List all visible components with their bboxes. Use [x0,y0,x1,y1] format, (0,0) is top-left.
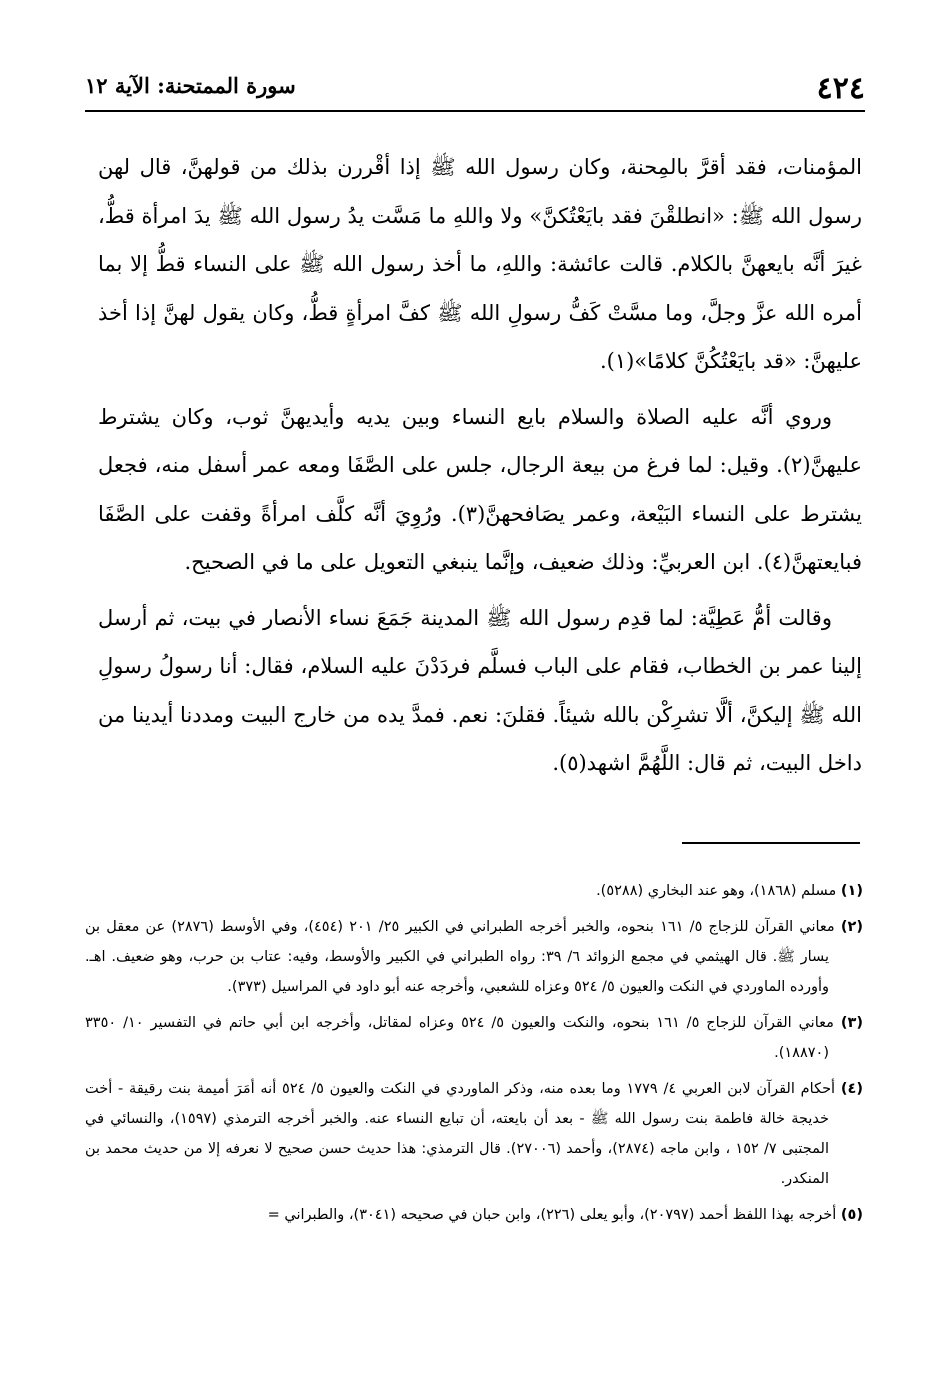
paragraph: المؤمنات، فقد أقرَّ بالمِحنة، وكان رسول الله ﷺ إذا أقْررن بذلك من قولهنَّ، قال لهن رسول الله ﷺ: «انطلقْنَ فقد بايَعْتُكنَّ» ولا واللهِ ما مَسَّت يدُ رسول الله ﷺ يدَ امرأة قطُّ، غيرَ أنَّه بايعهنَّ بالكلام. قالت عائشة: واللهِ، ما أخذ رسول الله ﷺ على النساء قطُّ إلا بما أمره الله عزَّ وجلَّ، وما مسَّتْ كَفُّ رسولِ الله ﷺ كفَّ امرأةٍ قطُّ، وكان يقول لهنَّ إذا أخذ عليهنَّ: «قد بايَعْتُكُنَّ كلامًا»(١). [98,155,862,373]
main-text [98,143,862,795]
footnote [85,912,863,1002]
footnote-text: معاني القرآن للزجاج ٥/ ١٦١ بنحوه، والخبر أخرجه الطبراني في الكبير ٢٥/ ٢٠١ (٤٥٤)، وفي الأوسط (٢٨٧٦) عن معقل بن يسار ﷺ. قال الهيثمي في مجمع الزوائد ٦/ ٣٩: رواه الطبراني في الكبير والأوسط، وفيه: عتاب بن حرب، وهو ضعيف. اهـ. وأورده الماوردي في النكت والعيون ٥/ ٥٢٤ وعزاه للشعبي، وأخرجه عنه أبو داود في المراسيل (٣٧٣). [85,919,835,995]
page-header [85,66,865,106]
footnote-number: (٥) [840,1207,863,1223]
paragraph: وروي أنَّه عليه الصلاة والسلام بايع النساء وبين يديه وأيديهنَّ ثوب، وكان يشترط عليهنَّ(٢). وقيل: لما فرغ من بيعة الرجال، جلس على الصَّفَا ومعه عمر أسفل منه، فجعل يشترط على النساء البَيْعة، وعمر يصَافحهنَّ(٣). ورُوِيَ أنَّه كلَّف امرأةً وقفت على الصَّفَا فبايعتهنَّ(٤). ابن العربيِّ: وذلك ضعيف، وإنَّما ينبغي التعويل على ما في الصحيح. [98,404,862,574]
page-number: ٤٢٤ [816,71,865,106]
footnote-text: معاني القرآن للزجاج ٥/ ١٦١ بنحوه، والنكت والعيون ٥/ ٥٢٤ وعزاه لمقاتل، وأخرجه ابن أبي حاتم في التفسير ١٠/ ٣٣٥٠ (١٨٨٧٠). [85,1015,834,1061]
header-divider [85,110,865,112]
footnote [85,876,863,906]
footnote-text: أخرجه بهذا اللفظ أحمد (٢٠٧٩٧)، وأبو يعلى (٢٢٦)، وابن حبان في صحيحه (٣٠٤١)، والطبراني = [267,1207,837,1223]
footnote-number: (٢) [840,919,863,935]
running-title: سورة الممتحنة: الآية ١٢ [85,73,296,98]
footnotes [85,876,863,1236]
footnote-text: مسلم (١٨٦٨)، وهو عند البخاري (٥٢٨٨). [596,883,837,899]
footnote [85,1008,863,1068]
footnote-divider [682,842,860,844]
paragraph: وقالت أمُّ عَطِيَّة: لما قدِم رسول الله ﷺ المدينة جَمَعَ نساء الأنصار في بيت، ثم أرسل إلينا عمر بن الخطاب، فقام على الباب فسلَّم فردَدْنَ عليه السلام، فقال: أنا رسولُ رسولِ الله ﷺ إليكنَّ، ألَّا تشرِكْن بالله شيئاً. فقلنَ: نعم. فمدَّ يده من خارج البيت ومددنا أيدينا من داخل البيت، ثم قال: اللَّهُمَّ اشهد(٥). [98,605,862,775]
footnote-text: أحكام القرآن لابن العربي ٤/ ١٧٧٩ وما بعده منه، وذكر الماوردي في النكت والعيون ٥/ ٥٢٤ أنه أمَرَ أميمة بنت رقيقة - أخت خديجة خالة فاطمة بنت رسول الله ﷺ - بعد أن بايعته، أن تبايع النساء عنه. والخبر أخرجه الترمذي (١٥٩٧)، والنسائي في المجتبى ٧/ ١٥٢ ، وابن ماجه (٢٨٧٤)، وأحمد (٢٧٠٠٦). قال الترمذي: هذا حديث حسن صحيح لا نعرفه إلا من حديث محمد بن المنكدر. [85,1081,836,1187]
footnote-number: (٣) [840,1015,863,1031]
footnote-number: (٤) [840,1081,864,1097]
footnote-number: (١) [840,883,863,899]
footnote [85,1074,863,1194]
footnote [85,1200,863,1230]
